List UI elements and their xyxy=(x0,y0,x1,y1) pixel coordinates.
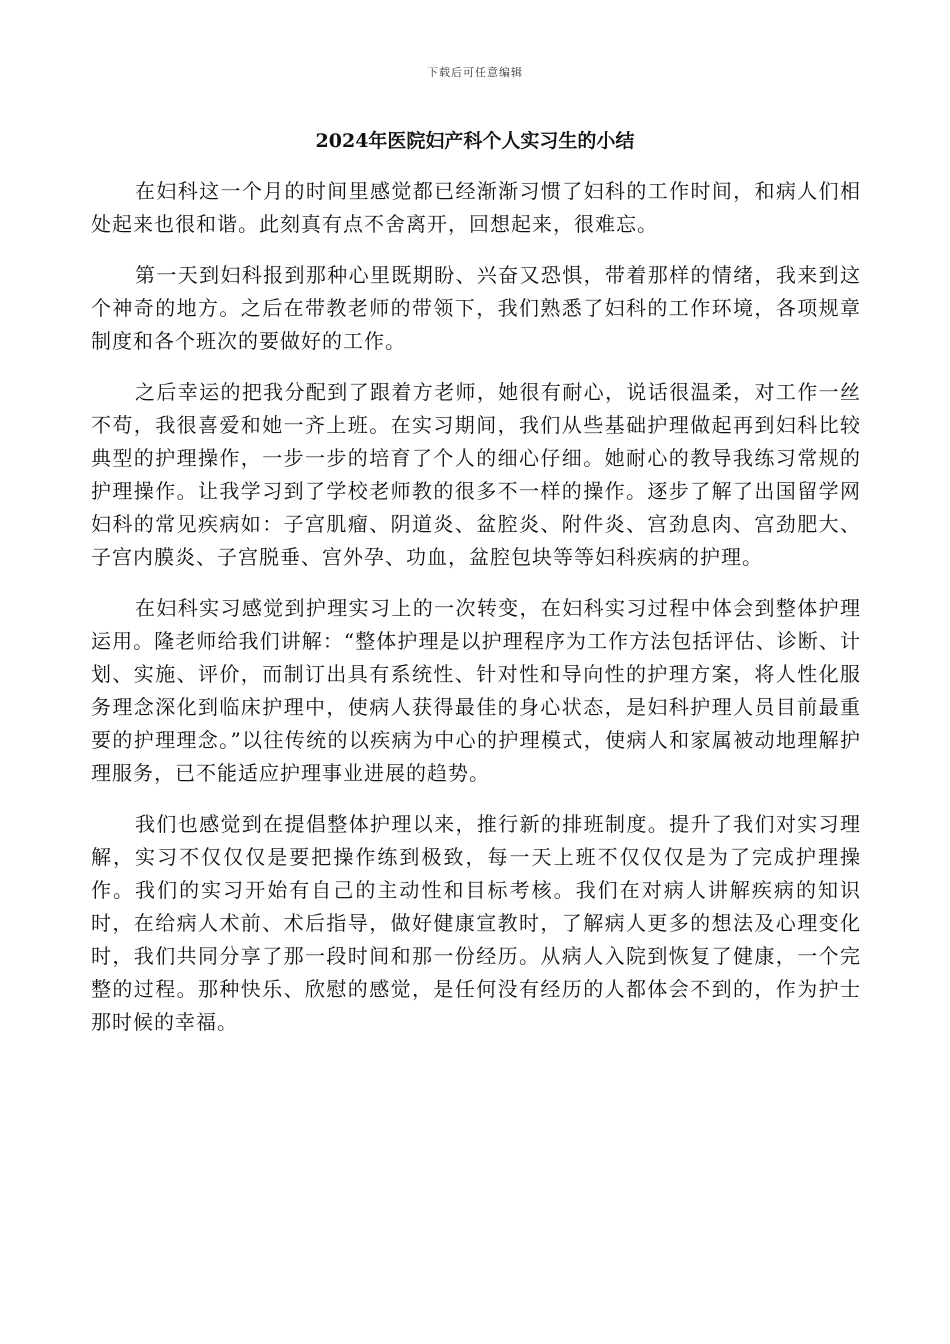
document-title: 2024年医院妇产科个人实习生的小结 xyxy=(315,130,635,152)
paragraph: 在妇科实习感觉到护理实习上的一次转变，在妇科实习过程中体会到整体护理运用。隆老师给我们讲解：“整体护理是以护理程序为工作方法包括评估、诊断、计划、实施、评价，而制订出具有系统性、针对性和导向性的护理方案，将人性化服务理念深化到临床护理中，使病人获得最佳的身心状态，是妇科护理人员目前最重要的护理理念。”以往传统的以疾病为中心的护理模式，使病人和家属被动地理解护理服务，已不能适应护理事业进展的趋势。 xyxy=(91,596,861,785)
paragraph: 我们也感觉到在提倡整体护理以来，推行新的排班制度。提升了我们对实习理解，实习不仅仅仅是要把操作练到极致，每一天上班不仅仅仅是为了完成护理操作。我们的实习开始有自己的主动性和目标考核。我们在对病人讲解疾病的知识时，在给病人术前、术后指导，做好健康宣教时，了解病人更多的想法及心理变化时，我们共同分享了那一段时间和那一份经历。从病人入院到恢复了健康，一个完整的过程。那种快乐、欣慰的感觉，是任何没有经历的人都体会不到的，作为护士那时候的幸福。 xyxy=(91,812,861,1034)
header-note: 下载后可任意编辑 xyxy=(427,66,523,79)
paragraph: 第一天到妇科报到那种心里既期盼、兴奋又恐惧，带着那样的情绪，我来到这个神奇的地方。之后在带教老师的带领下，我们熟悉了妇科的工作环境，各项规章制度和各个班次的要做好的工作。 xyxy=(91,263,861,353)
paragraph: 之后幸运的把我分配到了跟着方老师，她很有耐心，说话很温柔，对工作一丝不苟，我很喜爱和她一齐上班。在实习期间，我们从些基础护理做起再到妇科比较典型的护理操作，一步一步的培育了个人的细心仔细。她耐心的教导我练习常规的护理操作。让我学习到了学校老师教的很多不一样的操作。逐步了解了出国留学网妇科的常见疾病如：子宫肌瘤、阴道炎、盆腔炎、附件炎、宫劲息肉、宫劲肥大、子宫内膜炎、子宫脱垂、宫外孕、功血，盆腔包块等等妇科疾病的护理。 xyxy=(91,380,861,569)
document-body xyxy=(91,175,861,1057)
paragraph: 在妇科这一个月的时间里感觉都已经渐渐习惯了妇科的工作时间，和病人们相处起来也很和谐。此刻真有点不舍离开，回想起来，很难忘。 xyxy=(91,179,861,236)
